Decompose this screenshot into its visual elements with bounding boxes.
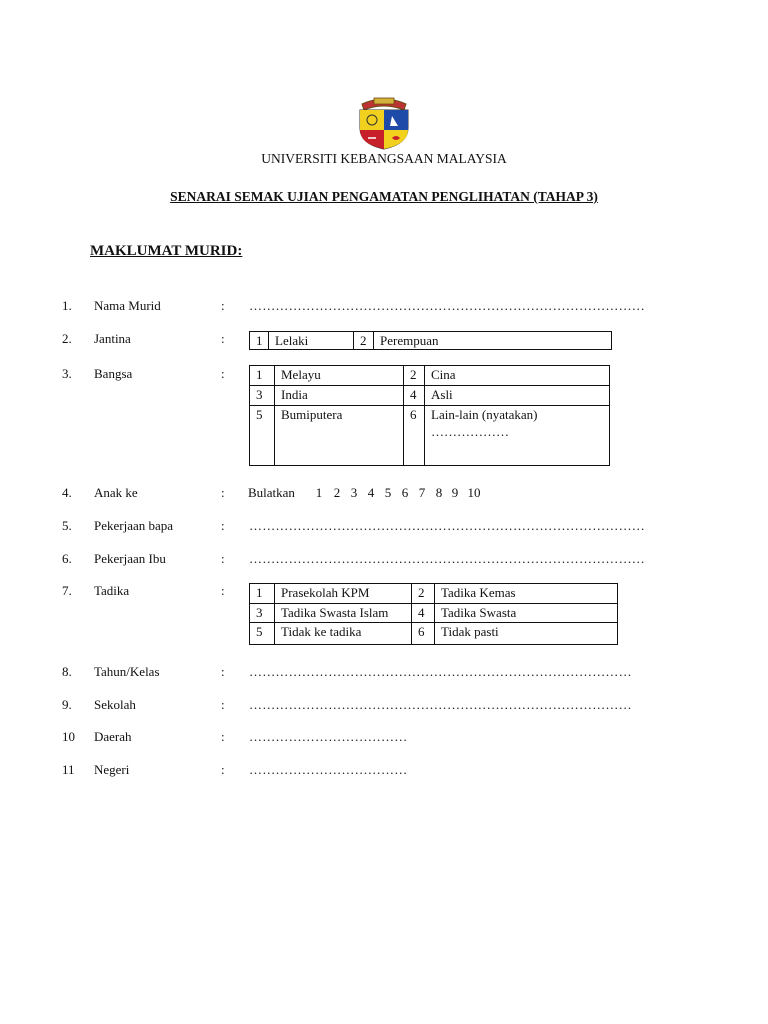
- anak-ke-option[interactable]: 6: [401, 485, 409, 500]
- field-colon: :: [221, 485, 225, 500]
- bangsa-option-lain-lain-label: Lain-lain (nyatakan): [431, 407, 538, 422]
- field-number: 4.: [62, 485, 72, 500]
- field-colon: :: [221, 729, 225, 744]
- option-code: 3: [250, 604, 275, 623]
- field-number: 2.: [62, 331, 72, 346]
- option-code: 6: [404, 406, 425, 466]
- bangsa-options-table: [249, 365, 610, 466]
- field-colon: :: [221, 366, 225, 381]
- field-label-anak-ke: Anak ke: [94, 485, 138, 500]
- anak-ke-option[interactable]: 9: [451, 485, 459, 500]
- tadika-option-tidak-ke-tadika[interactable]: Tidak ke tadika: [275, 623, 412, 645]
- tadika-option-tadika-swasta-islam[interactable]: Tadika Swasta Islam: [275, 604, 412, 623]
- option-code: 6: [412, 623, 435, 645]
- tadika-option-prasekolah-kpm[interactable]: Prasekolah KPM: [275, 584, 412, 604]
- jantina-option-lelaki[interactable]: Lelaki: [269, 332, 354, 350]
- field-colon: :: [221, 664, 225, 679]
- jantina-options-table: [249, 331, 612, 350]
- bangsa-option-bumiputera[interactable]: Bumiputera: [275, 406, 404, 466]
- bangsa-option-melayu[interactable]: Melayu: [275, 366, 404, 386]
- field-label-pekerjaan-ibu: Pekerjaan Ibu: [94, 551, 166, 566]
- field-number: 11: [62, 762, 75, 777]
- anak-ke-option[interactable]: 5: [384, 485, 392, 500]
- anak-ke-instruction: Bulatkan: [248, 485, 295, 500]
- field-number: 7.: [62, 583, 72, 598]
- tadika-option-tadika-kemas[interactable]: Tadika Kemas: [435, 584, 618, 604]
- nama-murid-blank[interactable]: ………………………………………………………………………………: [249, 298, 645, 313]
- field-number: 1.: [62, 298, 72, 313]
- field-colon: :: [221, 583, 225, 598]
- section-title: MAKLUMAT MURID:: [90, 243, 243, 259]
- option-code: 1: [250, 584, 275, 604]
- pekerjaan-ibu-blank[interactable]: ………………………………………………………………………………: [249, 551, 645, 566]
- field-number: 3.: [62, 366, 72, 381]
- field-label-nama-murid: Nama Murid: [94, 298, 161, 313]
- daerah-blank[interactable]: ………………………………: [249, 729, 408, 744]
- anak-ke-option[interactable]: 10: [467, 485, 481, 500]
- field-number: 9.: [62, 697, 72, 712]
- tadika-option-tidak-pasti[interactable]: Tidak pasti: [435, 623, 618, 645]
- option-code: 1: [250, 366, 275, 386]
- anak-ke-option[interactable]: 1: [315, 485, 323, 500]
- field-label-sekolah: Sekolah: [94, 697, 136, 712]
- option-code: 1: [250, 332, 269, 350]
- jantina-option-perempuan[interactable]: Perempuan: [374, 332, 612, 350]
- option-code: 4: [404, 386, 425, 406]
- option-code: 2: [354, 332, 374, 350]
- field-number: 8.: [62, 664, 72, 679]
- field-label-bangsa: Bangsa: [94, 366, 133, 381]
- option-code: 2: [404, 366, 425, 386]
- field-colon: :: [221, 518, 225, 533]
- field-colon: :: [221, 697, 225, 712]
- bangsa-option-lain-lain[interactable]: [425, 406, 610, 466]
- anak-ke-option[interactable]: 3: [350, 485, 358, 500]
- field-label-tahun-kelas: Tahun/Kelas: [94, 664, 160, 679]
- bangsa-option-asli[interactable]: Asli: [425, 386, 610, 406]
- option-code: 5: [250, 623, 275, 645]
- anak-ke-option[interactable]: 4: [367, 485, 375, 500]
- field-number: 5.: [62, 518, 72, 533]
- tadika-options-table: [249, 583, 618, 645]
- field-label-daerah: Daerah: [94, 729, 132, 744]
- anak-ke-option[interactable]: 2: [333, 485, 341, 500]
- sekolah-blank[interactable]: ……………………………………………………………………………: [249, 697, 632, 712]
- field-label-negeri: Negeri: [94, 762, 130, 777]
- university-crest-logo: [354, 92, 414, 150]
- field-number: 10: [62, 729, 75, 744]
- tadika-option-tadika-swasta[interactable]: Tadika Swasta: [435, 604, 618, 623]
- tahun-kelas-blank[interactable]: ……………………………………………………………………………: [249, 664, 632, 679]
- negeri-blank[interactable]: ………………………………: [249, 762, 408, 777]
- bangsa-option-india[interactable]: India: [275, 386, 404, 406]
- field-label-jantina: Jantina: [94, 331, 131, 346]
- lain-lain-blank[interactable]: ………………: [431, 424, 509, 439]
- field-colon: :: [221, 298, 225, 313]
- university-name: UNIVERSITI KEBANGSAAN MALAYSIA: [261, 151, 507, 166]
- field-number: 6.: [62, 551, 72, 566]
- field-colon: :: [221, 331, 225, 346]
- bangsa-option-cina[interactable]: Cina: [425, 366, 610, 386]
- option-code: 4: [412, 604, 435, 623]
- anak-ke-option[interactable]: 7: [418, 485, 426, 500]
- option-code: 5: [250, 406, 275, 466]
- field-label-tadika: Tadika: [94, 583, 130, 598]
- field-colon: :: [221, 551, 225, 566]
- field-label-pekerjaan-bapa: Pekerjaan bapa: [94, 518, 174, 533]
- form-title: SENARAI SEMAK UJIAN PENGAMATAN PENGLIHATAN (TAHAP 3): [170, 189, 598, 204]
- pekerjaan-bapa-blank[interactable]: ………………………………………………………………………………: [249, 518, 645, 533]
- field-colon: :: [221, 762, 225, 777]
- option-code: 2: [412, 584, 435, 604]
- option-code: 3: [250, 386, 275, 406]
- anak-ke-option[interactable]: 8: [435, 485, 443, 500]
